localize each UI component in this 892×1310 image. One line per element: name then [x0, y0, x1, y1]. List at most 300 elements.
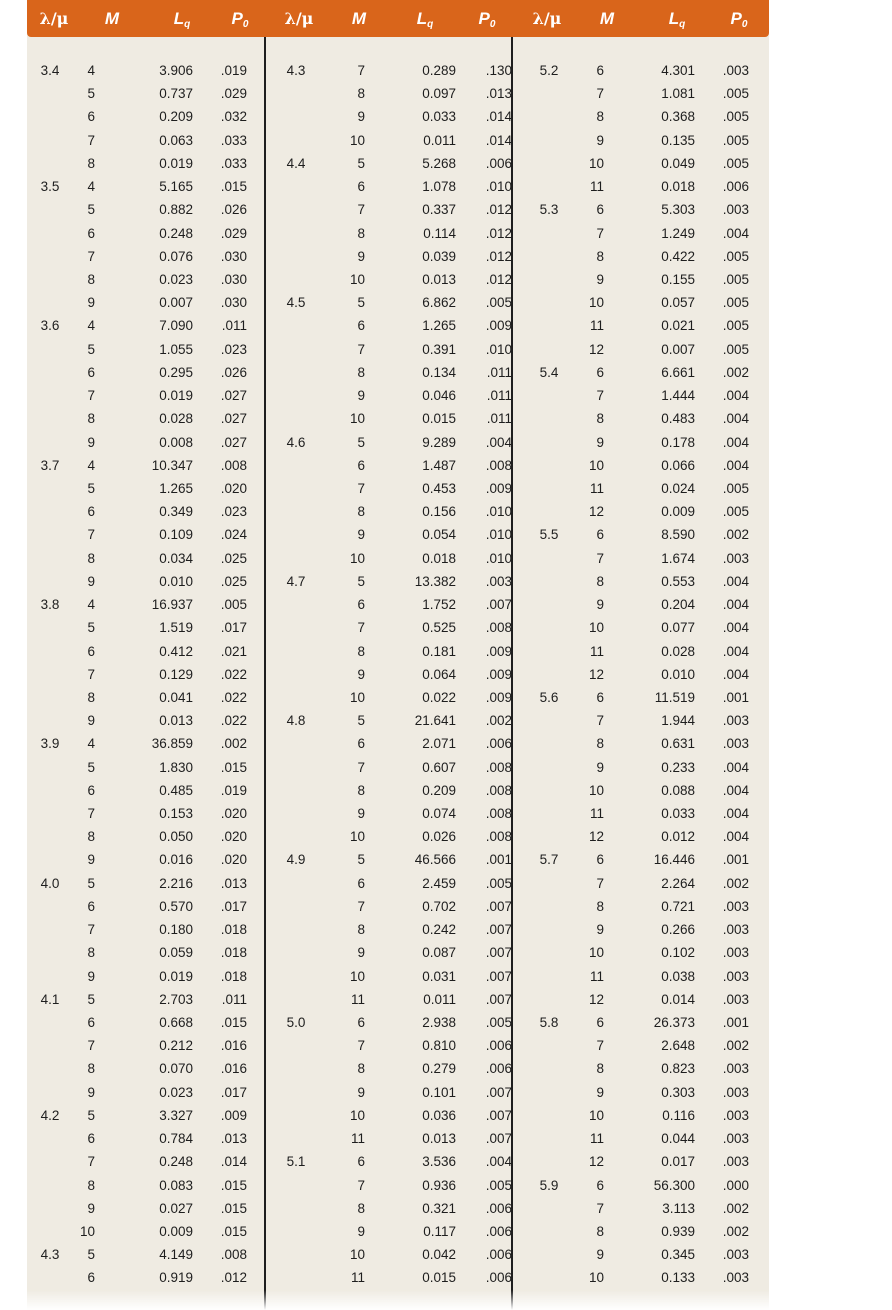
cell-p0: .001: [722, 852, 749, 868]
cell-m: 8: [357, 782, 365, 798]
cell-lq: 0.018: [661, 179, 695, 195]
cell-lq: 0.289: [422, 63, 456, 78]
table-row: [27, 175, 277, 198]
table-row: [27, 1081, 277, 1104]
cell-p0: .005: [485, 1177, 512, 1193]
table-row: [514, 1127, 764, 1150]
table-row: [267, 291, 517, 314]
cell-lq: 0.156: [422, 504, 456, 520]
cell-m: 5: [357, 713, 365, 729]
table-row: [514, 1220, 764, 1243]
cell-p0: .032: [220, 109, 247, 125]
cell-m: 9: [87, 968, 95, 984]
cell-m: 8: [357, 1061, 365, 1077]
cell-p0: .004: [722, 573, 749, 589]
table-header: [27, 0, 769, 37]
cell-p0: .003: [722, 1084, 749, 1100]
cell-lq: 0.018: [422, 550, 456, 566]
cell-lq: 0.485: [159, 782, 193, 798]
table-row: [514, 872, 764, 895]
cell-lq: 56.300: [653, 1177, 695, 1193]
cell-m: 6: [357, 597, 365, 613]
cell-p0: .020: [220, 480, 247, 496]
cell-m: 8: [596, 736, 604, 752]
cell-p0: .006: [485, 1200, 512, 1216]
cell-lq: 1.265: [159, 480, 193, 496]
cell-lq: 1.055: [159, 341, 193, 357]
header-lambda-mu-2: λ/μ: [284, 9, 314, 28]
table-row: [514, 825, 764, 848]
cell-m: 9: [596, 759, 604, 775]
cell-lambda-mu: 4.0: [40, 875, 60, 891]
cell-m: 6: [357, 1015, 365, 1031]
cell-m: 8: [596, 573, 604, 589]
table-row: [514, 175, 764, 198]
cell-p0: .015: [220, 759, 247, 775]
cell-m: 11: [350, 1270, 365, 1286]
table-row: [267, 338, 517, 361]
cell-p0: .007: [485, 597, 512, 613]
cell-p0: .025: [220, 573, 247, 589]
cell-p0: .009: [485, 689, 512, 705]
table-row: [27, 1104, 277, 1127]
table-row: [514, 198, 764, 221]
table-row: [267, 825, 517, 848]
cell-lq: 0.349: [159, 504, 193, 520]
cell-m: 11: [589, 643, 604, 659]
cell-m: 10: [588, 295, 604, 311]
cell-lambda-mu: 5.4: [539, 364, 559, 380]
cell-m: 10: [588, 945, 604, 961]
table-row: [267, 198, 517, 221]
cell-m: 7: [87, 248, 95, 264]
table-row: [514, 1081, 764, 1104]
cell-lq: 1.830: [159, 759, 193, 775]
table-row: [27, 1011, 277, 1034]
cell-p0: .009: [485, 643, 512, 659]
cell-m: 7: [87, 527, 95, 543]
cell-lq: 0.668: [159, 1015, 193, 1031]
table-row: [27, 361, 277, 384]
cell-m: 8: [87, 945, 95, 961]
table-row: [514, 1057, 764, 1080]
cell-m: 5: [357, 852, 365, 868]
cell-m: 12: [588, 504, 604, 520]
cell-p0: .013: [220, 1131, 247, 1147]
cell-lambda-mu: 5.9: [539, 1177, 559, 1193]
cell-p0: .025: [220, 550, 247, 566]
cell-m: 9: [596, 271, 604, 287]
cell-lq: 1.944: [661, 713, 695, 729]
cell-lq: 0.109: [159, 527, 193, 543]
cell-p0: .012: [485, 225, 512, 241]
table-row: [514, 431, 764, 454]
cell-m: 6: [87, 225, 95, 241]
cell-m: 8: [87, 829, 95, 845]
header-p0-2: $P_0$: [478, 9, 496, 30]
cell-m: 11: [589, 480, 604, 496]
table-row: [514, 663, 764, 686]
cell-lambda-mu: 5.6: [539, 689, 559, 705]
cell-p0: .030: [220, 248, 247, 264]
cell-m: 4: [87, 63, 95, 78]
cell-lq: 0.266: [661, 922, 695, 938]
cell-lambda-mu: 4.1: [40, 991, 60, 1007]
cell-lambda-mu: 5.0: [286, 1015, 306, 1031]
cell-lq: 0.117: [423, 1224, 456, 1239]
cell-lq: 0.015: [422, 411, 456, 427]
table-row: [267, 547, 517, 570]
cell-p0: .007: [485, 1131, 512, 1147]
table-row: [514, 1104, 764, 1127]
cell-p0: .010: [485, 550, 512, 566]
cell-lq: 0.155: [661, 271, 695, 287]
cell-lq: 0.033: [422, 109, 456, 125]
cell-lq: 0.070: [159, 1061, 193, 1077]
cell-lq: 3.327: [159, 1107, 193, 1123]
cell-lq: 1.752: [422, 597, 456, 613]
header-p0-3: $P_0$: [730, 9, 748, 30]
cell-lq: 0.077: [661, 620, 695, 636]
cell-m: 6: [87, 898, 95, 914]
table-row: [514, 152, 764, 175]
cell-p0: .026: [220, 202, 247, 218]
table-row: [267, 1081, 517, 1104]
cell-p0: .022: [220, 666, 247, 682]
table-row: [267, 732, 517, 755]
cell-p0: .015: [220, 1177, 247, 1193]
cell-lq: 13.382: [414, 573, 456, 589]
cell-p0: .009: [220, 1107, 247, 1123]
cell-m: 5: [87, 341, 95, 357]
cell-m: 6: [596, 364, 604, 380]
cell-m: 5: [87, 202, 95, 218]
cell-m: 6: [87, 364, 95, 380]
cell-p0: .007: [485, 1107, 512, 1123]
cell-p0: .004: [722, 643, 749, 659]
cell-lq: 4.301: [661, 63, 695, 78]
cell-lambda-mu: 3.4: [40, 63, 60, 78]
cell-lq: 10.347: [151, 457, 193, 473]
table-row: [267, 802, 517, 825]
table-row: [267, 663, 517, 686]
table-row: [267, 779, 517, 802]
cell-m: 8: [596, 411, 604, 427]
cell-lq: 0.039: [422, 248, 456, 264]
cell-p0: .005: [485, 1015, 512, 1031]
cell-m: 8: [357, 922, 365, 938]
cell-lq: 3.536: [422, 1154, 456, 1170]
cell-m: 6: [596, 1177, 604, 1193]
cell-m: 7: [596, 1200, 604, 1216]
cell-lambda-mu: 4.5: [286, 295, 306, 311]
cell-lq: 0.242: [422, 922, 456, 938]
cell-p0: .009: [485, 480, 512, 496]
table-row: [267, 918, 517, 941]
cell-lq: 0.102: [661, 945, 695, 961]
cell-m: 5: [87, 875, 95, 891]
table-row: [27, 1197, 277, 1220]
cell-lq: 0.233: [661, 759, 695, 775]
cell-lq: 0.153: [159, 806, 193, 822]
cell-lq: 1.519: [159, 620, 193, 636]
table-row: [514, 105, 764, 128]
cell-p0: .017: [220, 620, 247, 636]
table-row: [514, 988, 764, 1011]
cell-lq: 0.038: [661, 968, 695, 984]
table-row: [27, 1150, 277, 1173]
cell-lq: 0.013: [422, 1131, 456, 1147]
cell-m: 9: [87, 713, 95, 729]
table-row: [27, 431, 277, 454]
cell-lambda-mu: 4.3: [40, 1247, 60, 1263]
cell-p0: .005: [485, 295, 512, 311]
cell-m: 10: [349, 550, 365, 566]
table-row: [267, 500, 517, 523]
table-row: [267, 268, 517, 291]
cell-p0: .006: [485, 155, 512, 171]
table-row: [267, 1220, 517, 1243]
cell-p0: .003: [722, 898, 749, 914]
cell-p0: .003: [722, 1247, 749, 1263]
table-row: [514, 732, 764, 755]
table-row: [267, 384, 517, 407]
table-row: [267, 105, 517, 128]
cell-lq: 0.129: [159, 666, 193, 682]
table-row: [514, 802, 764, 825]
cell-m: 8: [357, 504, 365, 520]
cell-p0: .027: [220, 388, 247, 404]
cell-m: 4: [87, 318, 95, 334]
cell-m: 10: [349, 689, 365, 705]
table-row: [27, 291, 277, 314]
table-row: [267, 1057, 517, 1080]
table-row: [27, 1220, 277, 1243]
table-row: [27, 407, 277, 430]
table-row: [514, 523, 764, 546]
table-row: [514, 500, 764, 523]
cell-m: 6: [87, 1015, 95, 1031]
table-row: [514, 314, 764, 337]
table-row: [27, 384, 277, 407]
cell-p0: .003: [722, 922, 749, 938]
cell-m: 9: [596, 1084, 604, 1100]
cell-lambda-mu: 4.4: [286, 155, 306, 171]
table-row: [267, 59, 517, 82]
table-row: [514, 570, 764, 593]
cell-lq: 0.026: [422, 829, 456, 845]
cell-m: 9: [357, 1224, 365, 1239]
cell-lq: 0.044: [661, 1131, 695, 1147]
cell-lq: 0.939: [661, 1224, 695, 1239]
table-row: [514, 616, 764, 639]
cell-m: 7: [357, 63, 365, 78]
cell-lq: 0.483: [661, 411, 695, 427]
table-row: [267, 848, 517, 871]
cell-lq: 0.041: [159, 689, 193, 705]
cell-p0: .022: [220, 689, 247, 705]
cell-m: 5: [87, 480, 95, 496]
table-row: [514, 454, 764, 477]
table-row: [514, 407, 764, 430]
cell-p0: .011: [486, 388, 512, 404]
table-row: [514, 756, 764, 779]
table-row: [27, 105, 277, 128]
cell-lq: 2.703: [159, 991, 193, 1007]
cell-lq: 0.209: [159, 109, 193, 125]
cell-lq: 0.303: [661, 1084, 695, 1100]
table-row: [267, 1150, 517, 1173]
cell-m: 6: [87, 643, 95, 659]
cell-p0: .016: [220, 1061, 247, 1077]
cell-m: 10: [349, 829, 365, 845]
cell-p0: .003: [722, 991, 749, 1007]
cell-m: 7: [596, 225, 604, 241]
queue-table: [27, 0, 769, 1310]
cell-m: 10: [349, 132, 365, 148]
cell-m: 6: [357, 179, 365, 195]
cell-p0: .004: [722, 388, 749, 404]
cell-m: 8: [87, 411, 95, 427]
cell-lq: 0.135: [661, 132, 695, 148]
cell-m: 4: [87, 597, 95, 613]
cell-lq: 0.553: [661, 573, 695, 589]
table-row: [27, 895, 277, 918]
cell-lq: 5.268: [422, 155, 456, 171]
table-row: [514, 1011, 764, 1034]
cell-p0: .008: [485, 806, 512, 822]
table-row: [267, 361, 517, 384]
cell-m: 9: [87, 434, 95, 450]
cell-m: 9: [87, 295, 95, 311]
cell-p0: .018: [220, 945, 247, 961]
table-row: [27, 802, 277, 825]
cell-lq: 0.453: [422, 480, 456, 496]
cell-p0: .001: [485, 852, 512, 868]
cell-p0: .009: [485, 666, 512, 682]
table-row: [514, 384, 764, 407]
cell-lq: 0.936: [422, 1177, 456, 1193]
cell-lq: 0.063: [159, 132, 193, 148]
cell-m: 6: [596, 1015, 604, 1031]
table-row: [27, 1266, 277, 1289]
cell-m: 8: [357, 1200, 365, 1216]
cell-lq: 5.165: [159, 179, 193, 195]
cell-lq: 2.459: [422, 875, 456, 891]
cell-lq: 0.024: [661, 480, 695, 496]
cell-lambda-mu: 4.2: [40, 1107, 60, 1123]
table-row: [27, 756, 277, 779]
cell-lq: 0.054: [422, 527, 456, 543]
cell-p0: .005: [722, 109, 749, 125]
cell-lq: 0.337: [422, 202, 456, 218]
cell-m: 8: [357, 643, 365, 659]
cell-p0: .008: [485, 829, 512, 845]
cell-p0: .003: [722, 63, 749, 78]
table-row: [27, 872, 277, 895]
cell-m: 6: [87, 1131, 95, 1147]
cell-p0: .011: [221, 318, 247, 334]
cell-p0: .018: [220, 968, 247, 984]
cell-m: 5: [357, 573, 365, 589]
cell-m: 7: [87, 922, 95, 938]
cell-m: 12: [588, 341, 604, 357]
cell-lq: 0.114: [423, 225, 456, 241]
cell-lq: 0.204: [661, 597, 695, 613]
cell-p0: .013: [485, 86, 512, 102]
cell-m: 5: [87, 620, 95, 636]
cell-m: 11: [589, 179, 604, 195]
cell-p0: .014: [485, 132, 512, 148]
cell-lq: 0.097: [422, 86, 456, 102]
cell-lq: 0.134: [422, 364, 456, 380]
cell-p0: .003: [722, 736, 749, 752]
cell-lq: 0.133: [661, 1270, 695, 1286]
table-row: [267, 152, 517, 175]
cell-p0: .004: [485, 1154, 512, 1170]
cell-p0: .004: [722, 620, 749, 636]
cell-p0: .027: [220, 411, 247, 427]
table-row: [267, 175, 517, 198]
cell-m: 9: [357, 248, 365, 264]
cell-p0: .029: [220, 86, 247, 102]
bottom-fade: [0, 1290, 892, 1310]
cell-p0: .001: [722, 689, 749, 705]
cell-lq: 0.279: [422, 1061, 456, 1077]
cell-p0: .002: [722, 1038, 749, 1054]
table-row: [514, 1174, 764, 1197]
cell-p0: .003: [722, 202, 749, 218]
cell-p0: .130: [485, 63, 512, 78]
table-row: [27, 454, 277, 477]
cell-lq: 0.607: [422, 759, 456, 775]
table-row: [514, 291, 764, 314]
table-row: [27, 570, 277, 593]
table-row: [267, 988, 517, 1011]
cell-m: 5: [87, 759, 95, 775]
cell-lq: 4.149: [159, 1247, 193, 1263]
table-row: [27, 616, 277, 639]
cell-p0: .007: [485, 898, 512, 914]
cell-m: 10: [588, 1270, 604, 1286]
cell-p0: .015: [220, 1224, 247, 1239]
table-row: [267, 1127, 517, 1150]
cell-p0: .006: [485, 1270, 512, 1286]
cell-p0: .002: [722, 527, 749, 543]
cell-m: 6: [596, 527, 604, 543]
table-row: [514, 129, 764, 152]
table-row: [27, 965, 277, 988]
cell-p0: .001: [722, 1015, 749, 1031]
cell-p0: .005: [485, 875, 512, 891]
cell-lq: 0.028: [159, 411, 193, 427]
cell-p0: .010: [485, 527, 512, 543]
cell-lambda-mu: 3.7: [40, 457, 60, 473]
cell-lq: 0.212: [159, 1038, 193, 1054]
table-row: [27, 848, 277, 871]
cell-p0: .019: [220, 63, 247, 78]
table-row: [267, 965, 517, 988]
cell-p0: .002: [722, 364, 749, 380]
table-row: [514, 268, 764, 291]
cell-m: 6: [596, 689, 604, 705]
table-row: [27, 663, 277, 686]
table-row: [267, 523, 517, 546]
cell-p0: .013: [220, 875, 247, 891]
cell-m: 9: [87, 573, 95, 589]
cell-p0: .004: [722, 759, 749, 775]
cell-lq: 0.016: [159, 852, 193, 868]
